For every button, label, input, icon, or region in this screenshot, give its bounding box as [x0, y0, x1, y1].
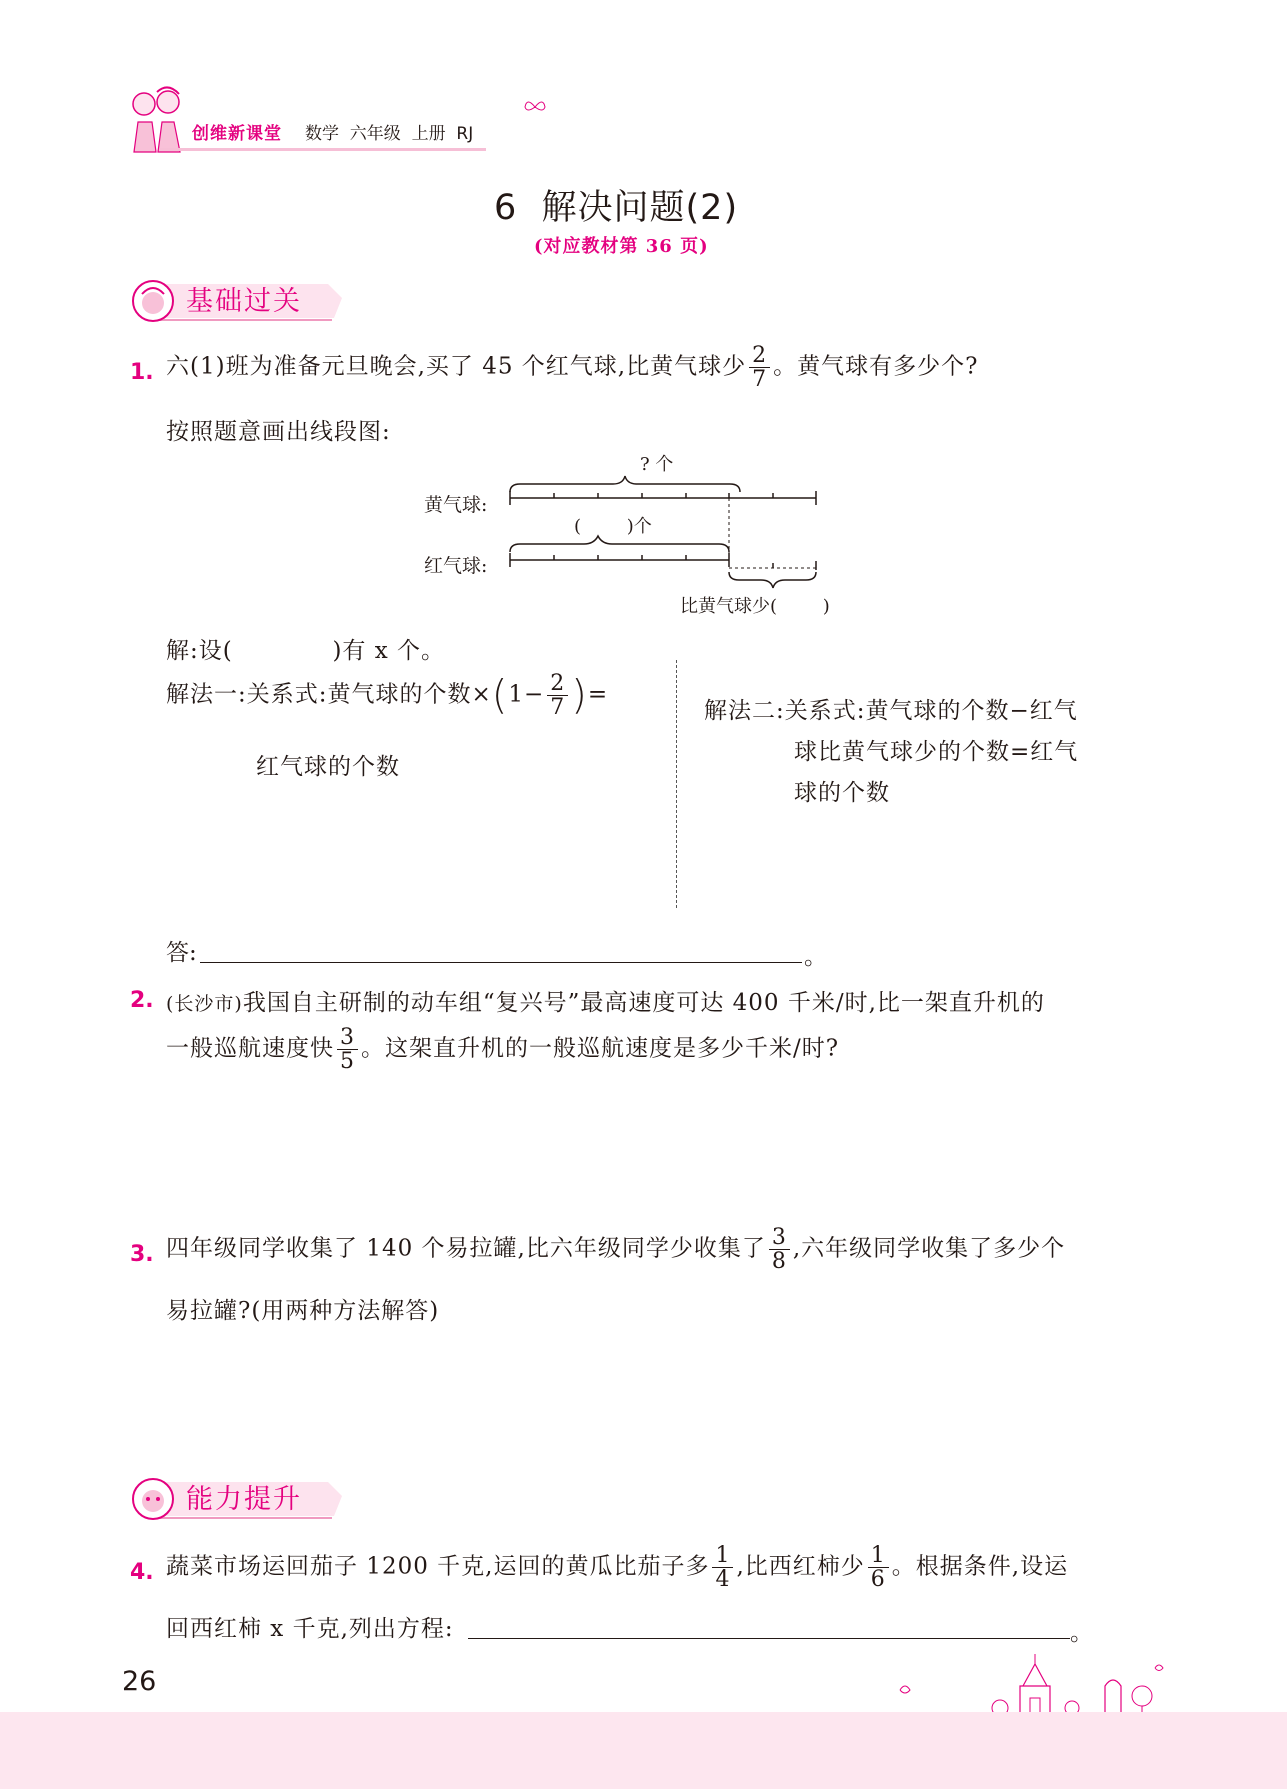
- answer-label: 答:: [166, 940, 197, 966]
- equation-answer-line[interactable]: [468, 1638, 1070, 1639]
- header-book-info: 数学 六年级 上册 RJ: [305, 124, 474, 144]
- question-2-number: 2.: [130, 988, 154, 1013]
- method-2-line1: 解法二:关系式:黄气球的个数−红气: [704, 698, 1078, 724]
- method-2-line3: 球的个数: [794, 780, 890, 806]
- footer-castle-illustration: [880, 1650, 1170, 1720]
- method-1-line2: 红气球的个数: [256, 754, 400, 780]
- page-number: 26: [122, 1666, 157, 1697]
- method-divider: [676, 660, 677, 908]
- answer-end: 。: [804, 944, 827, 970]
- question-3-text: 四年级同学收集了 140 个易拉罐,比六年级同学少收集了 $\frac{3}{8}$ ,六年级同学收集了多少个: [166, 1225, 1066, 1275]
- fraction: $\frac{1}{6}$: [868, 1544, 889, 1591]
- question-3-text-2: 易拉罐?(用两种方法解答): [166, 1298, 440, 1324]
- lesson-title: 6 解决问题(2): [494, 188, 739, 228]
- yellow-brace-label: ? 个: [640, 454, 674, 475]
- section-title-basic: 基础过关: [186, 286, 302, 317]
- question-2-text: (长沙市)我国自主研制的动车组“复兴号”最高速度可达 400 千米/时,比一架直升机的: [166, 990, 1045, 1016]
- less-brace-label: 比黄气球少( ): [680, 596, 830, 617]
- yellow-balloon-label: 黄气球:: [424, 494, 488, 516]
- question-1-text: 六(1)班为准备元旦晚会,买了 45 个红气球,比黄气球少 $\frac{2}{7}$ 。黄气球有多少个?: [166, 343, 979, 393]
- fraction: $\frac{3}{8}$: [769, 1226, 790, 1273]
- fraction: $\frac{1}{4}$: [712, 1544, 733, 1591]
- lesson-reference: (对应教材第 36 页): [534, 236, 709, 257]
- question-3-number: 3.: [130, 1242, 154, 1267]
- method-2-line2: 球比黄气球少的个数=红气: [794, 739, 1079, 765]
- red-balloon-label: 红气球:: [424, 555, 488, 577]
- footer-pink-band: [0, 1712, 1287, 1789]
- fraction: $\frac{2}{7}$: [749, 344, 770, 391]
- section-title-advanced: 能力提升: [186, 1484, 302, 1515]
- question-1-number: 1.: [130, 360, 154, 385]
- header-kids-illustration: [126, 82, 188, 156]
- question-2-text-2: 一般巡航速度快 $\frac{3}{5}$ 。这架直升机的一般巡航速度是多少千米/时?: [166, 1025, 840, 1075]
- line-segment-diagram: [418, 450, 838, 620]
- question-1-draw-prompt: 按照题意画出线段图:: [166, 419, 391, 445]
- butterfly-icon: [524, 98, 546, 116]
- fraction: $\frac{2}{7}$: [547, 672, 568, 719]
- question-4-number: 4.: [130, 1560, 154, 1585]
- question-4-text: 蔬菜市场运回茄子 1200 千克,运回的黄瓜比茄子多 $\frac{1}{4}$ ,比西红柿少 $\frac{1}{6}$ 。根据条件,设运: [166, 1543, 1069, 1593]
- fraction: $\frac{3}{5}$: [337, 1026, 358, 1073]
- question-1-let: 解:设( )有 x 个。: [166, 638, 446, 664]
- answer-line[interactable]: [200, 962, 802, 963]
- method-1: 解法一:关系式:黄气球的个数×(1− $\frac{2}{7}$ )=: [166, 671, 609, 721]
- header-rule: [160, 148, 486, 151]
- equation-end: 。: [1070, 1620, 1093, 1646]
- question-4-text-2: 回西红柿 x 千克,列出方程:: [166, 1616, 454, 1642]
- red-brace-label: ( )个: [574, 516, 652, 537]
- header-brand: 创维新课堂: [192, 124, 282, 144]
